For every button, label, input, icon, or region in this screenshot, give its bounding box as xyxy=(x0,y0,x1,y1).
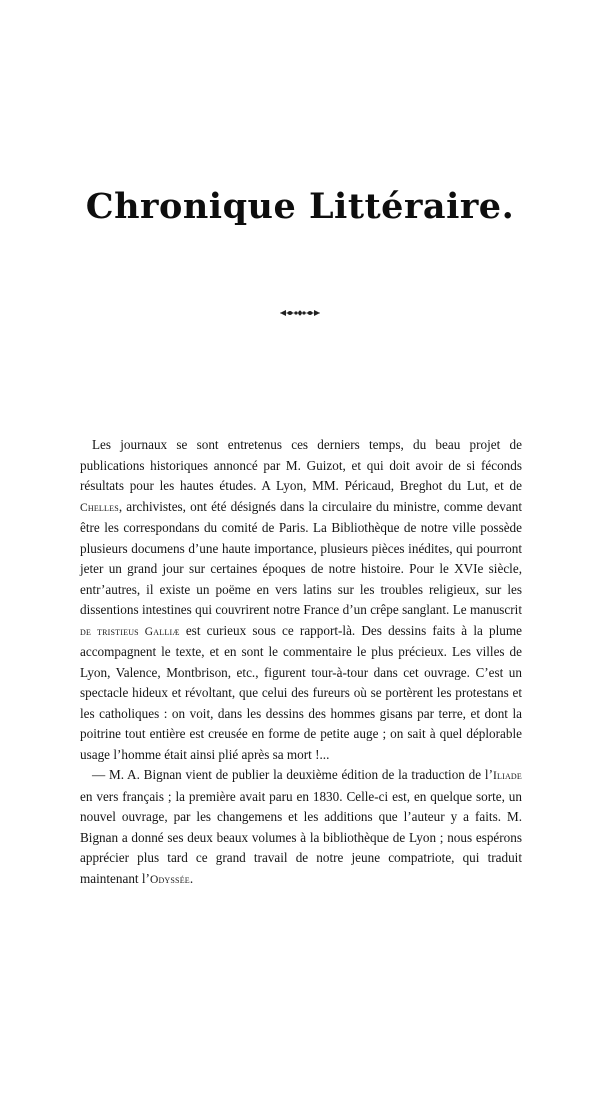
small-caps-text: Chelles xyxy=(80,501,119,514)
page-title: Chronique Littéraire. xyxy=(85,186,515,227)
small-caps-text: Odyssée xyxy=(149,873,190,886)
paragraph-text: en vers français ; la première avait paru en 1830. Celle-ci est, en quelque sorte, un nouvel ouvrage, par les changemens et les additions que l’auteur y a faits. M. Bignan a donné ses deux beaux volumes à la bibliothèque de Lyon ; nous espérons apprécier plus tard ce grand travail de notre jeune compatriote, qui traduit maintenant l’ xyxy=(80,788,522,886)
small-caps-text: de tristieus Galliæ xyxy=(80,625,180,638)
fleuron-ornament-icon xyxy=(278,306,322,320)
article-body xyxy=(80,435,522,890)
paragraph-bignan xyxy=(80,765,522,890)
paragraph-text: — M. A. Bignan vient de publier la deuxième édition de la traduction de l’ xyxy=(92,767,493,782)
paragraph-text: Les journaux se sont entretenus ces derniers temps, du beau projet de publications historiques annoncé par M. Guizot, et qui doit avoir de si féconds résultats pour les hautes études. A Lyon, MM. Péricaud, Breghot du Lut, et de xyxy=(80,437,522,493)
paragraph-text: . xyxy=(189,870,194,886)
paragraph-archives xyxy=(80,435,522,765)
paragraph-text: , archivistes, ont été désignés dans la circulaire du ministre, comme devant être les correspondans du comité de Paris. La Bibliothèque de notre ville possède plusieurs documens d’une haute importance, plusieurs pièces inédites, qui pourront jeter un grand jour sur certaines époques de notre histoire. Pour le XVIe siècle, entr’autres, il existe un poëme en vers latins sur les troubles religieux, sur les dissentions intestines qui couvrirent notre France d’un crêpe sanglant. Le manuscrit xyxy=(80,498,522,617)
paragraph-text: est curieux sous ce rapport-là. Des dessins faits à la plume accompagnent le texte, et en sont le commentaire le plus précieux. Les villes de Lyon, Valence, Montbrison, etc., figurent tour-à-tour dans cet ouvrage. C’est un spectacle hideux et révoltant, que celui des fureurs où se portèrent les protestans et les catholiques : on voit, dans les dessins des hommes gisans par terre, et dont la poitrine tout entière est creusée en forme de petite auge ; on sait à quel déplorable usage l’homme était ainsi plié après sa mort !... xyxy=(80,622,522,762)
small-caps-text: Iliade xyxy=(492,770,522,782)
